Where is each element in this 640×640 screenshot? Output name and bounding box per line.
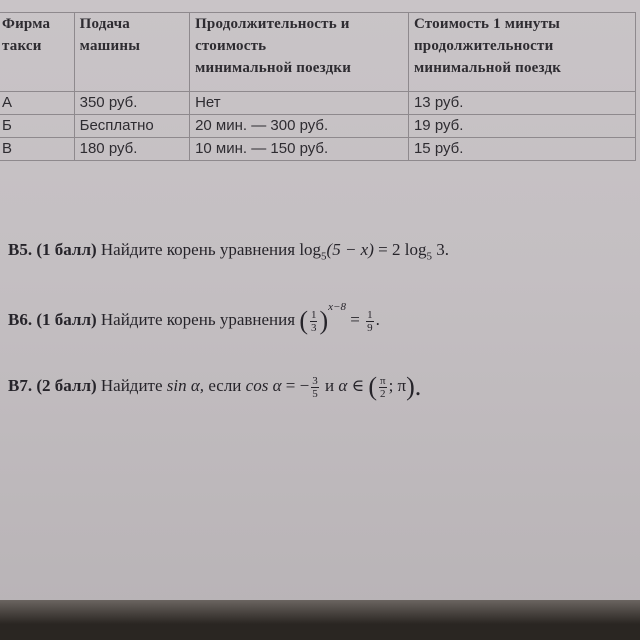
task-b6: [8, 301, 380, 336]
cell-pickup: 180 руб.: [74, 138, 189, 161]
cell-firm: В: [0, 138, 74, 161]
cell-min-trip: 10 мин. — 150 руб.: [190, 138, 409, 161]
task-b5: [8, 240, 449, 262]
task-text: Найдите корень уравнения: [100, 240, 296, 259]
cell-minute-cost: 15 руб.: [408, 138, 635, 161]
desk-shadow: [0, 600, 640, 640]
cell-firm: Б: [0, 115, 74, 138]
task-equation: $\log_5(5 - x) = 2$ $\log_5 3$.: [299, 240, 449, 263]
table-row: [0, 138, 636, 161]
header-firm: Фирма такси: [0, 13, 74, 92]
header-pickup: Подача машины: [74, 13, 189, 92]
cell-minute-cost: 13 руб.: [408, 92, 635, 115]
header-min-trip: Продолжительность и стоимость минимальной поездки: [190, 13, 409, 92]
table-row: [0, 92, 636, 115]
table-row: [0, 115, 636, 138]
task-text: Найдите: [100, 375, 163, 395]
header-minute-cost: Стоимость 1 минуты продолжительности минимальной поездк: [408, 13, 635, 92]
task-points: (1 балл): [36, 309, 97, 329]
table-header-row: [0, 13, 636, 92]
task-points: (1 балл): [36, 240, 97, 259]
cell-pickup: 350 руб.: [74, 92, 189, 115]
task-number: В6.: [8, 309, 33, 329]
cell-minute-cost: 19 руб.: [408, 115, 635, 138]
task-equation: ( $\frac{1}{3}$ )$^{x-8}$ = $\frac{1}{9}$ .: [299, 301, 380, 335]
task-text: Найдите корень уравнения: [100, 309, 296, 329]
taxi-table: [0, 12, 636, 161]
task-equation: sin α, если cos α = − $\frac{3}{5}$ и α ∈ ( $\frac{\pi}{2}$ ; π).: [166, 372, 422, 401]
cell-min-trip: Нет: [190, 92, 409, 115]
task-number: В5.: [8, 240, 33, 259]
cell-min-trip: 20 мин. — 300 руб.: [190, 115, 409, 138]
cell-firm: А: [0, 92, 74, 115]
task-b7: [8, 372, 421, 402]
task-points: (2 балл): [36, 375, 97, 395]
cell-pickup: Бесплатно: [74, 115, 189, 138]
task-number: В7.: [8, 375, 33, 395]
